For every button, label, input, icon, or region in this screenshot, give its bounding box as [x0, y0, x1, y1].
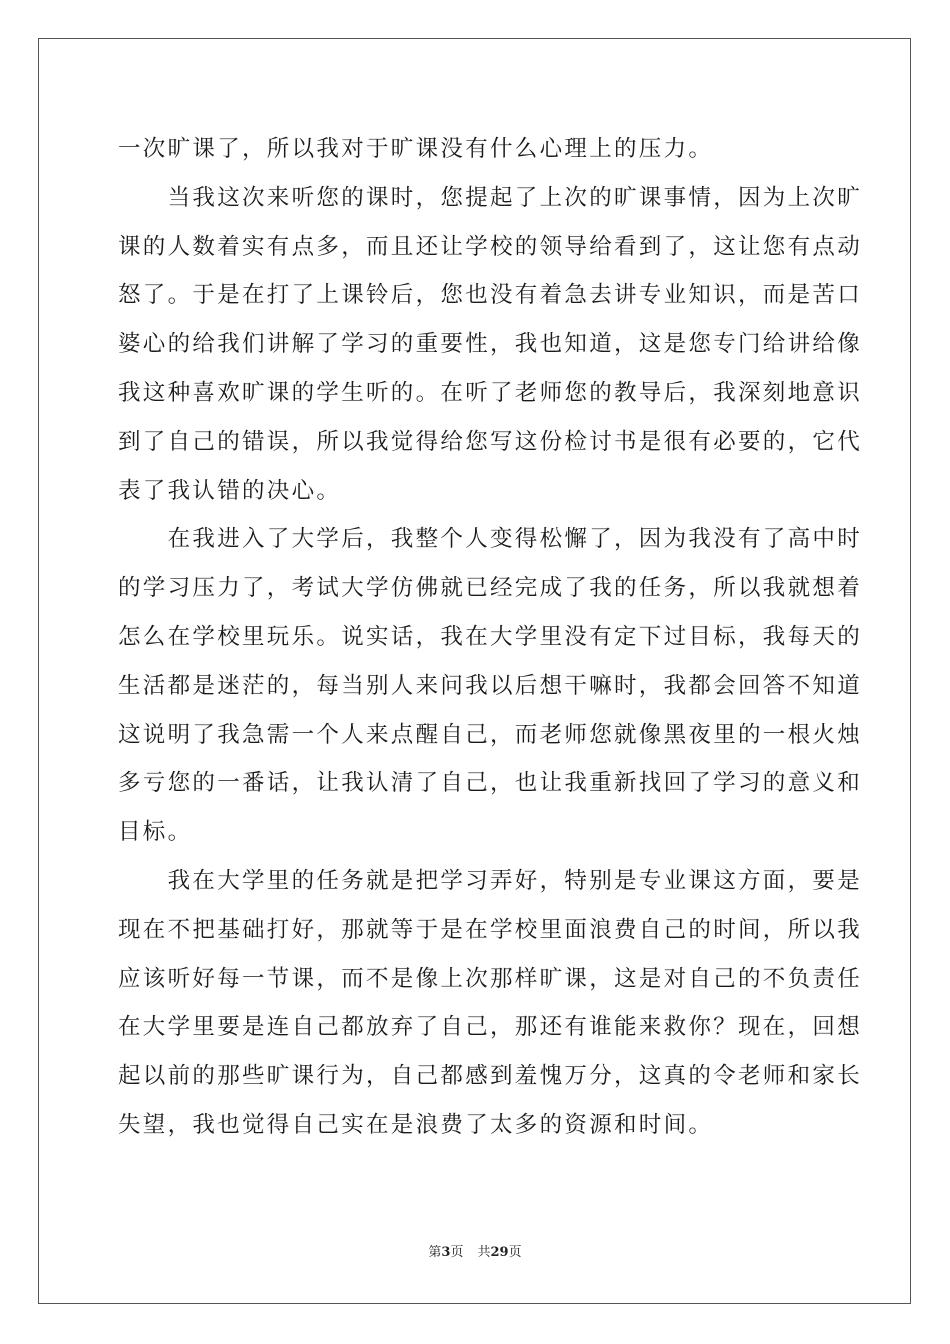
total-prefix: 共 [477, 1245, 491, 1260]
text-line: 课的人数着实有点多，而且还让学校的领导给看到了，这让您有点动 [118, 233, 863, 260]
total-page-count: 29 [490, 1245, 509, 1260]
text-line: 应该听好每一节课，而不是像上次那样旷课，这是对自己的不负责任 [118, 965, 863, 992]
text-line: 起以前的那些旷课行为，自己都感到羞愧万分，这真的令老师和家长 [118, 1063, 863, 1090]
text-line: 在我进入了大学后，我整个人变得松懈了，因为我没有了高中时 [118, 526, 863, 553]
text-line: 表了我认错的决心。 [118, 477, 342, 504]
document-body [118, 125, 863, 1150]
text-line: 婆心的给我们讲解了学习的重要性，我也知道，这是您专门给讲给像 [118, 331, 863, 358]
total-suffix: 页 [508, 1245, 522, 1260]
text-line: 多亏您的一番话，让我认清了自己，也让我重新找回了学习的意义和 [118, 770, 863, 797]
text-line: 我在大学里的任务就是把学习弄好，特别是专业课这方面，要是 [118, 867, 863, 894]
text-line: 怎么在学校里玩乐。说实话，我在大学里没有定下过目标，我每天的 [118, 623, 863, 650]
current-page-number: 3 [441, 1245, 451, 1260]
text-line: 目标。 [118, 819, 193, 846]
text-line: 的学习压力了，考试大学仿佛就已经完成了我的任务，所以我就想着 [118, 575, 863, 602]
text-line: 现在不把基础打好，那就等于是在学校里面浪费自己的时间，所以我 [118, 916, 863, 943]
text-line: 我这种喜欢旷课的学生听的。在听了老师您的教导后，我深刻地意识 [118, 379, 863, 406]
text-line: 当我这次来听您的课时，您提起了上次的旷课事情，因为上次旷 [118, 184, 863, 211]
text-line: 生活都是迷茫的，每当别人来问我以后想干嘛时，我都会回答不知道 [118, 672, 863, 699]
text-line: 到了自己的错误，所以我觉得给您写这份检讨书是很有必要的，它代 [118, 428, 863, 455]
page-suffix: 页 [450, 1245, 464, 1260]
text-line: 在大学里要是连自己都放弃了自己，那还有谁能来救你？现在，回想 [118, 1014, 863, 1041]
text-line: 失望，我也觉得自己实在是浪费了太多的资源和时间。 [118, 1111, 714, 1138]
text-line: 这说明了我急需一个人来点醒自己，而老师您就像黑夜里的一根火烛 [118, 721, 863, 748]
page-prefix: 第 [428, 1245, 442, 1260]
text-line: 怒了。于是在打了上课铃后，您也没有着急去讲专业知识，而是苦口 [118, 282, 863, 309]
page-footer [0, 1243, 950, 1263]
text-line: 一次旷课了，所以我对于旷课没有什么心理上的压力。 [118, 136, 714, 162]
